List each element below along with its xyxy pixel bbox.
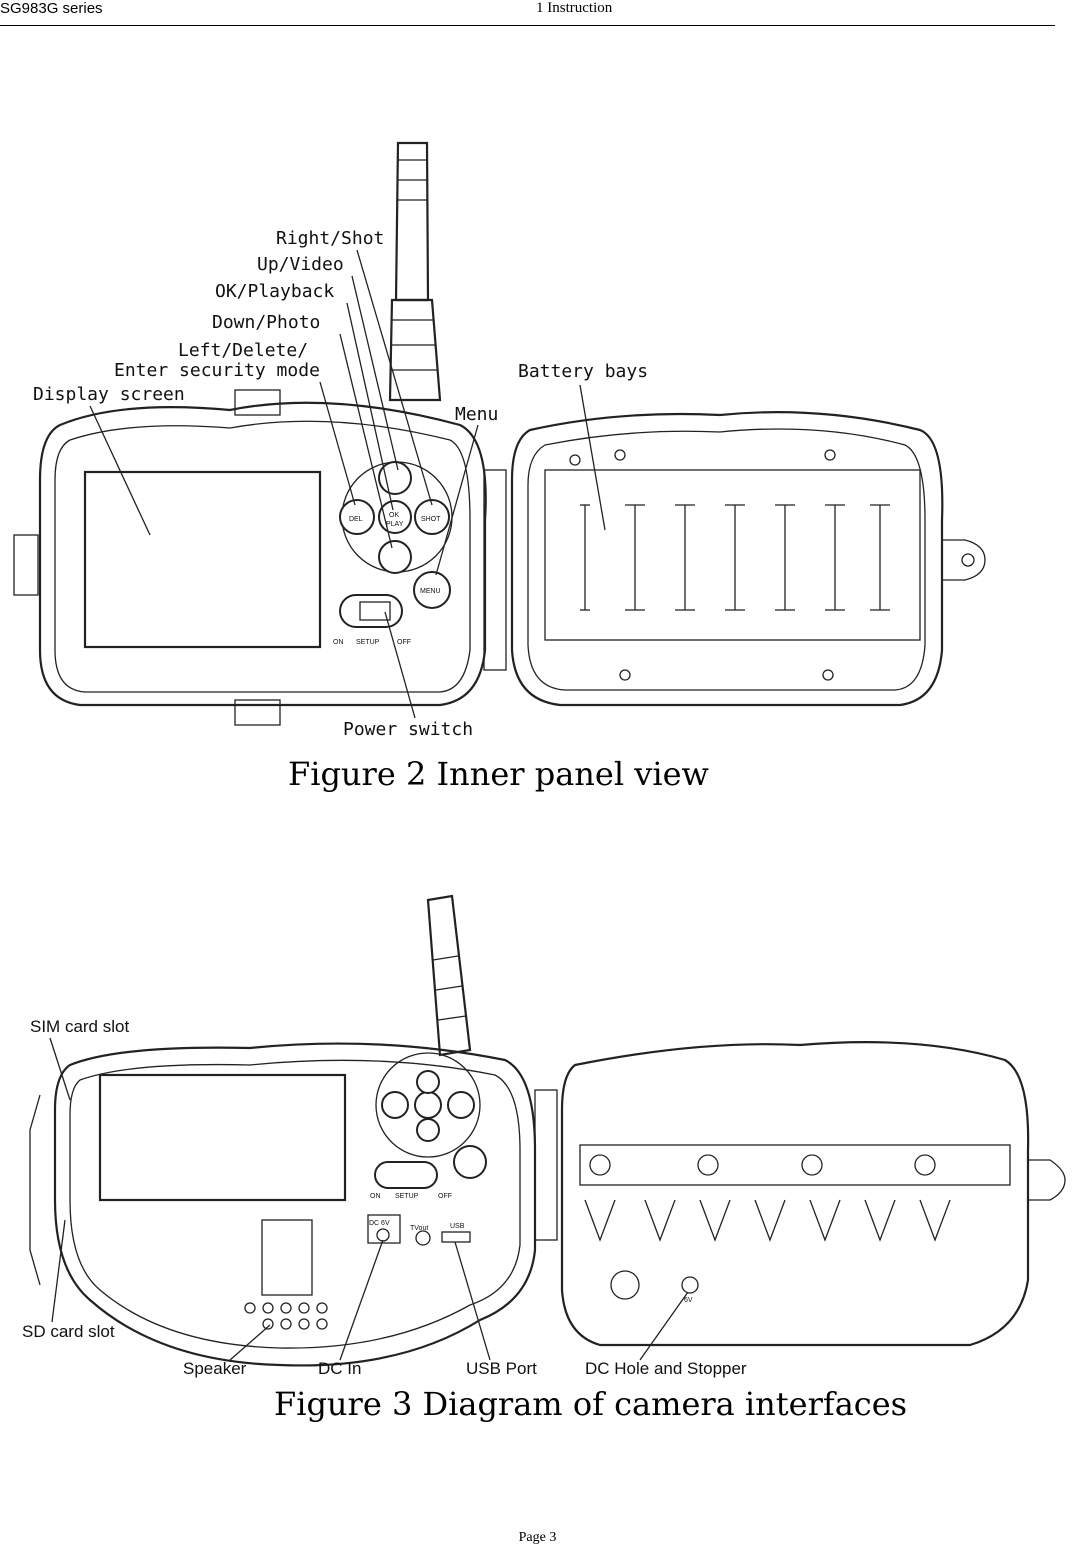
header-section: 1 Instruction: [536, 0, 613, 16]
label-speaker: Speaker: [183, 1359, 247, 1378]
label-dc-hole: DC Hole and Stopper: [585, 1359, 747, 1378]
dc-mark: DC 6V: [369, 1220, 390, 1227]
six-v-mark: 6V: [684, 1297, 693, 1304]
label-sim-slot: SIM card slot: [30, 1017, 130, 1036]
label-display-screen: Display screen: [33, 384, 185, 405]
label-right-shot: Right/Shot: [276, 228, 385, 249]
antenna-3-drawing: [428, 896, 470, 1055]
off-mark-3: OFF: [438, 1193, 452, 1200]
del-mark: DEL: [349, 516, 363, 523]
label-sd-slot: SD card slot: [22, 1322, 115, 1341]
play-mark: PLAY: [386, 521, 404, 528]
label-down-photo: Down/Photo: [212, 312, 321, 333]
header-rule: [0, 25, 1055, 26]
label-menu: Menu: [455, 404, 499, 425]
figure-3-interfaces: [0, 890, 1075, 1380]
on-mark: ON: [333, 639, 344, 646]
label-dc-in: DC In: [318, 1359, 362, 1378]
label-left-delete: Left/Delete/: [178, 340, 309, 361]
figure-3-labels: [22, 1017, 747, 1378]
off-mark: OFF: [397, 639, 411, 646]
usb-mark: USB: [450, 1223, 465, 1230]
label-up-video: Up/Video: [257, 254, 344, 275]
hinge-3-drawing: [535, 1090, 557, 1240]
setup-mark: SETUP: [356, 639, 380, 646]
figure-2-caption: Figure 2 Inner panel view: [288, 755, 709, 793]
setup-mark-3: SETUP: [395, 1193, 419, 1200]
label-enter-security: Enter security mode: [114, 360, 320, 381]
left-housing-drawing: [14, 390, 486, 725]
label-power-switch: Power switch: [343, 719, 474, 740]
right-housing-3-drawing: [562, 1042, 1065, 1345]
page-number: Page 3: [518, 1530, 557, 1545]
figure-3-drawing: [0, 890, 1075, 1380]
shot-mark: SHOT: [421, 516, 441, 523]
figure-2-inner-panel: [0, 130, 1075, 750]
antenna-drawing: [390, 143, 440, 400]
figure-3-caption: Figure 3 Diagram of camera interfaces: [274, 1385, 908, 1423]
label-battery-bays: Battery bays: [518, 361, 649, 382]
figure-2-labels: [33, 228, 648, 740]
on-mark-3: ON: [370, 1193, 381, 1200]
hinge-drawing: [484, 470, 506, 670]
tvout-mark: TVout: [410, 1225, 429, 1232]
label-usb-port: USB Port: [466, 1359, 537, 1378]
right-housing-drawing: [512, 412, 985, 705]
header-series: SG983G series: [0, 0, 103, 17]
ok-mark: OK: [389, 512, 400, 519]
left-housing-3-drawing: [30, 1044, 535, 1366]
menu-mark: MENU: [420, 588, 441, 595]
figure-2-drawing: [0, 130, 1075, 750]
label-ok-playback: OK/Playback: [215, 281, 335, 302]
